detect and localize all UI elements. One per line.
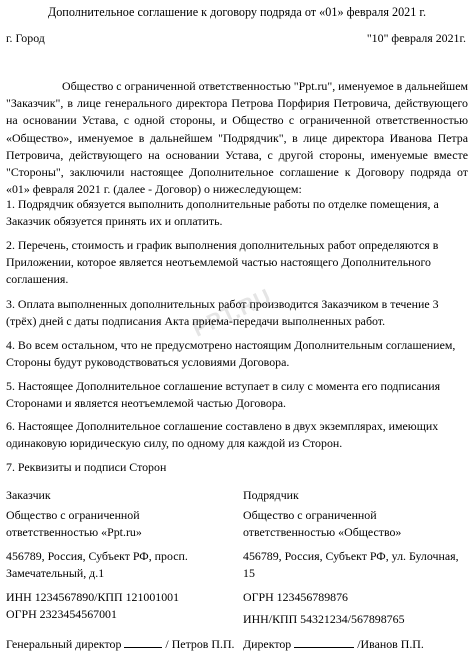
contractor-label: Подрядчик	[243, 488, 299, 502]
customer-org	[6, 507, 231, 541]
customer-label: Заказчик	[6, 488, 51, 502]
customer-sign-prefix: Генеральный директор	[6, 637, 122, 651]
clause-7-heading: 7. Реквизиты и подписи Сторон	[6, 460, 167, 474]
document-date: "10" февраля 2021г.	[366, 31, 466, 45]
customer-addr-line2: Замечательный, д.1	[6, 566, 105, 581]
contractor-addr-line2: 15	[243, 566, 255, 581]
contractor-org-line1: Общество с ограниченной	[243, 508, 377, 522]
intro-text: Общество с ограниченной ответственностью "Ppt.ru", именуемое в дальнейшем "Заказчик", в лице генерального директора Петрова Порфирия Петровича, действующего на основании Устава, с одной стороны, и Общество с ограниченной ответственностью «Общество», именуемое в дальнейшем "Подрядчик", в лице директора Иванова Петра Петровича, действующего на основании Устава, с другой стороны, именуемые вместе "Стороны", заключили настоящее Дополнительное соглашение к Договору подряда от «01» февраля 2021 г. (далее - Договор) о нижеследующем:	[6, 79, 468, 197]
contractor-ogrn: ОГРН 123456789876	[243, 590, 348, 604]
contractor-sign-prefix: Директор	[243, 637, 292, 651]
customer-inn-kpp: ИНН 1234567890/КПП 121001001	[6, 590, 180, 604]
customer-ogrn: ОГРН 2323454567001	[6, 607, 117, 622]
customer-signature	[6, 636, 235, 653]
customer-addr-line1: 456789, Россия, Субъект РФ, просп.	[6, 549, 188, 563]
customer-sign-suffix: / Петров П.П.	[165, 637, 235, 651]
contractor-address	[243, 548, 474, 582]
contractor-sign-line	[294, 636, 354, 648]
customer-org-line2: ответственностью «Ppt.ru»	[6, 525, 142, 540]
city: г. Город	[6, 31, 45, 45]
contractor-org-line2: ответственностью «Общество»	[243, 525, 402, 540]
clause-6: 6. Настоящее Дополнительное соглашение составлено в двух экземплярах, имеющих одинаковую юридическую силу, по одному для каждой из Сторон.	[6, 419, 439, 451]
customer-sign-line	[124, 636, 162, 648]
clause-2: 2. Перечень, стоимость и график выполнения дополнительных работ определяются в Приложении, которое является неотъемлемой частью настоящего Дополнительного соглашения.	[6, 238, 439, 287]
customer-address	[6, 548, 231, 582]
intro-paragraph	[6, 78, 468, 198]
contractor-sign-suffix: /Иванов П.П.	[357, 637, 424, 651]
clause-3: 3. Оплата выполненных дополнительных работ производится Заказчиком в течение 3 (трёх) дней с даты подписания Акта приема-передачи выполненных работ.	[6, 297, 439, 329]
document-title: Дополнительное соглашение к договору подряда от «01» февраля 2021 г.	[47, 5, 427, 19]
contractor-inn-kpp: ИНН/КПП 54321234/567898765	[243, 612, 405, 627]
watermark: PPT.RU	[188, 283, 276, 342]
contractor-ids	[243, 589, 468, 628]
clause-4: 4. Во всем остальном, что не предусмотрено настоящим Дополнительным соглашением, Стороны будут руководствоваться условиями Договора.	[6, 338, 456, 370]
customer-ids	[6, 589, 231, 623]
contractor-signature	[243, 636, 468, 653]
contractor-addr-line1: 456789, Россия, Субъект РФ, ул. Булочная,	[243, 549, 459, 563]
contractor-org	[243, 507, 468, 541]
clause-5: 5. Настоящее Дополнительное соглашение вступает в силу с момента его подписания Сторонами и является неотъемлемой частью Договора.	[6, 379, 441, 411]
customer-org-line1: Общество с ограниченной	[6, 508, 140, 522]
clause-1: 1. Подрядчик обязуется выполнить дополнительные работы по отделке помещения, а Заказчик обязуется принять их и оплатить.	[6, 197, 439, 229]
